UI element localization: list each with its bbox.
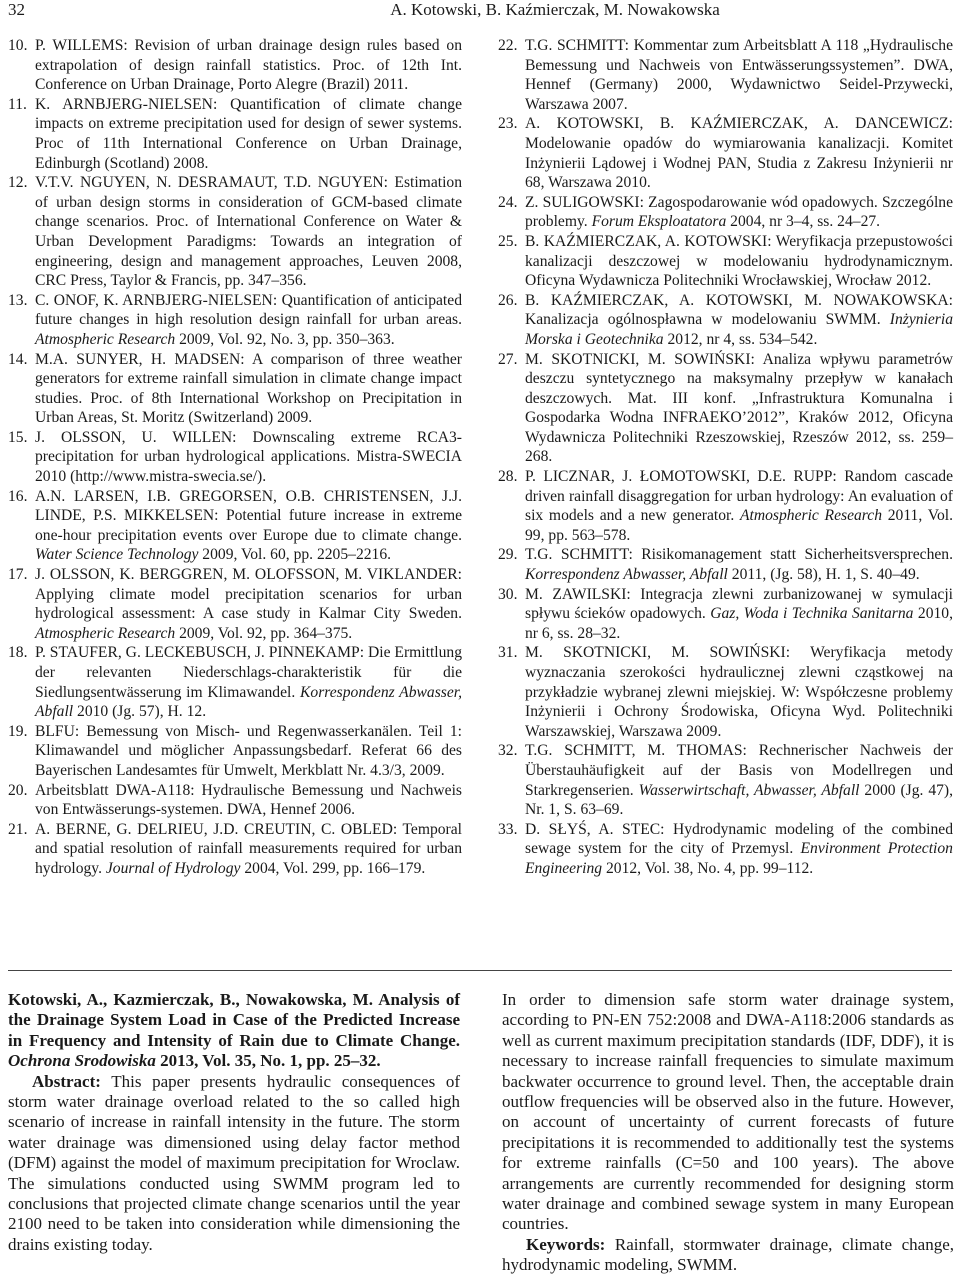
reference-text-part: M.A. SUNYER, H. MADSEN: A comparison of three weather generators for extreme rainfall simulation in climate change impact studies. Proc. of 8th International Workshop on Precipitation in Urban Areas, St. Moritz (Switzerland) 2009. (35, 350, 462, 427)
reference-text-part: V.T.V. NGUYEN, N. DESRAMAUT, T.D. NGUYEN: Estimation of urban design storms in consideration of GCM-based climate change scenarios. Proc. of International Conference on Water & Urban Development Paradigms: Towards an integration of engineering, design and management approaches, Leuven 2008, CRC Press, Taylor & Francis, pp. 347–356. (35, 174, 462, 290)
reference-number: 32. (498, 742, 518, 760)
reference-text-part: M. SKOTNICKI, M. SOWIŃSKI: Analiza wpływu parametrów deszczu syntetycznego na maksymalny przepływ w kanałach deszczowych. Mat. III konf. „Infrastruktura Komunalna i Gospodarka Wodna INFRAEKO’2012”, Kraków 2012, Oficyna Wydawnicza Politechniki Rzeszowskiej, Rzeszów 2012, ss. 259–268. (525, 350, 953, 466)
reference-text-part: P. STAUFER, G. LECKEBUSCH, J. PINNEKAMP: Die Ermittlung der relevanten Niederschlags-charakteristik für die Siedlungsentwässerung im Klimawandel. (35, 644, 462, 701)
reference-number: 28. (498, 468, 518, 486)
reference-text (525, 467, 953, 545)
reference-text (525, 350, 953, 468)
reference-text-part: 2011, Vol. 99, pp. 563–578. (525, 507, 953, 544)
reference-item (8, 820, 462, 879)
reference-item (8, 350, 462, 428)
reference-item (498, 232, 953, 291)
citation (8, 990, 460, 1072)
reference-text-part: M. SKOTNICKI, M. SOWIŃSKI: Weryfikacja metody wyznaczania szerokości hydraulicznej zlewni cząstkowej na przykładzie wybranej zlewni miejskiej. W: Współczesne problemy Inżynierii i Ochrony Środowiska, Oficyna Wyd. Politechniki Warszawskiej, Warszawa 2009. (525, 644, 953, 740)
citation-tail: 2013, Vol. 35, No. 1, pp. 25–32. (155, 1051, 381, 1071)
abstract-label: Abstract: (32, 1071, 101, 1091)
reference-text-part: 2010, nr 6, ss. 28–32. (525, 605, 953, 642)
reference-text-part: T.G. SCHMITT, M. THOMAS: Rechnerischer Nachweis der Überstauhäufigkeit auf der Basis von Modellregen und Starkregenserien. (525, 742, 953, 799)
abstract-text-left: This paper presents hydraulic consequences of storm water drainage overload related to the so called high scenario of increase in rainfall intensity in the future. The storm water drainage was dimensioned using delay factor method (DFM) against the model of maximum precipitation for Wroclaw. The simulations conducted using SWMM program led to conclusions that projected climate change scenarios until the year 2100 need to be taken into consideration while dimensioning the drains existing today. (8, 1071, 460, 1254)
reference-source-title: Korrespondenz Abwasser, Abfall (525, 566, 728, 584)
reference-text (525, 36, 953, 114)
reference-item (8, 643, 462, 721)
reference-number: 30. (498, 585, 518, 603)
reference-text-part: K. ARNBJERG-NIELSEN: Quantification of climate change impacts on extreme precipitation used for design of sewer systems. Proc of 11th International Conference on Urban Drainage, Edinburgh (Scotland) 2008. (35, 95, 462, 172)
reference-number: 24. (498, 193, 518, 211)
reference-text-part: A. KOTOWSKI, B. KAŹMIERCZAK, A. DANCEWICZ: Modelowanie opadów do wymiarowania kanalizacji. Komitet Inżynierii Lądowej i Wodnej PAN, Studia z Zakresu Inżynierii nr 68, Warszawa 2010. (525, 115, 953, 192)
reference-number: 15. (8, 428, 28, 446)
reference-item (498, 820, 953, 879)
reference-number: 20. (8, 781, 28, 799)
reference-text (525, 585, 953, 644)
reference-text (525, 741, 953, 819)
page-header (0, 0, 960, 30)
reference-item (498, 545, 953, 584)
reference-text-part: 2004, nr 3–4, ss. 24–27. (726, 213, 881, 231)
reference-source-title: Atmospheric Research (35, 330, 176, 348)
reference-number: 27. (498, 350, 518, 368)
reference-text-part: J. OLSSON, U. WILLEN: Downscaling extreme RCA3-precipitation for urban hydrological applications. Mistra-SWECIA 2010 (http://www.mistra-swecia.se/). (35, 428, 462, 486)
reference-item (8, 722, 462, 781)
reference-text-part: 2000 (Jg. 47), Nr. 1, S. 63–69. (525, 781, 954, 819)
reference-item (498, 643, 953, 741)
reference-text-part: J. OLSSON, K. BERGGREN, M. OLOFSSON, M. VIKLANDER: Applying climate model precipitation scenarios for urban hydrological assessment: A case study in Kalmar City Sweden. (35, 566, 462, 623)
reference-source-title: Gaz, Woda i Technika Sanitarna (710, 605, 914, 623)
reference-text-part: 2009, Vol. 92, No. 3, pp. 350–363. (175, 330, 395, 348)
reference-text-part: P. WILLEMS: Revision of urban drainage design rules based on extrapolation of design rainfall statistics. Proc. of 12th Int. Conference on Urban Drainage, Porto Alegre (Brazil) 2011. (35, 37, 462, 94)
reference-item (498, 741, 953, 819)
reference-number: 33. (498, 820, 518, 838)
reference-text-part: 2009, Vol. 92, pp. 364–375. (175, 624, 353, 642)
reference-text (35, 428, 462, 487)
reference-number: 29. (498, 546, 518, 564)
reference-text-part: M. ZAWILSKI: Integracja zlewni zurbanizowanej w symulacji spływu ścieków opadowych. (525, 585, 953, 623)
abstract-paragraph (8, 1072, 460, 1256)
reference-number: 19. (8, 722, 28, 740)
reference-item (498, 350, 953, 468)
reference-text-part: BLFU: Bemessung von Misch- und Regenwasserkanälen. Teil 1: Klimawandel und möglicher Anpassungsbedarf. Referat 66 des Bayerischen Landesamtes für Umwelt, Merkblatt Nr. 4.3/3, 2009. (35, 722, 462, 779)
reference-source-title: Inżynieria Morska i Geotechnika (525, 311, 953, 348)
running-header-authors: A. Kotowski, B. Kaźmierczak, M. Nowakowska (390, 0, 720, 19)
page-number: 32 (8, 0, 25, 19)
reference-text-part: B. KAŹMIERCZAK, A. KOTOWSKI, M. NOWAKOWSKA: Kanalizacja ogólnospławna w modelowaniu SWMM. (525, 291, 953, 329)
reference-number: 16. (8, 487, 28, 505)
reference-text-part: C. ONOF, K. ARNBJERG-NIELSEN: Quantification of anticipated future changes in high resolution design rainfall for urban areas. (35, 291, 462, 329)
reference-number: 18. (8, 644, 28, 662)
reference-text-part: 2011, (Jg. 58), H. 1, S. 40–49. (727, 566, 920, 584)
reference-text-part: Arbeitsblatt DWA-A118: Hydraulische Bemessung und Nachweis von Entwässerungs-systemen. DWA, Hennef 2006. (35, 781, 462, 819)
reference-source-title: Wasserwirtschaft, Abwasser, Abfall (638, 781, 860, 799)
reference-text (35, 643, 462, 721)
reference-text (525, 820, 953, 879)
reference-text-part: 2010 (Jg. 57), H. 12. (73, 703, 207, 721)
reference-number: 31. (498, 644, 518, 662)
reference-source-title: Journal of Hydrology (105, 859, 241, 877)
reference-source-title: Korrespondenz Abwasser, Abfall (35, 683, 462, 721)
reference-number: 10. (8, 37, 28, 54)
reference-item (8, 95, 462, 173)
reference-item (8, 428, 462, 487)
reference-text (525, 545, 953, 584)
reference-number: 14. (8, 350, 28, 368)
reference-text-part: B. KAŹMIERCZAK, A. KOTOWSKI: Weryfikacja przepustowości kanalizacji deszczowej w modelowaniu hydrodynamicznym. Oficyna Wydawnicza Politechniki Wrocławskiej, Wrocław 2012. (525, 232, 953, 290)
reference-item (8, 36, 462, 95)
reference-text-part: Z. SULIGOWSKI: Zagospodarowanie wód opadowych. Szczególne problemy. (525, 193, 953, 231)
reference-number: 17. (8, 566, 28, 584)
reference-text (35, 350, 462, 428)
section-divider (8, 970, 952, 971)
reference-text-part: 2004, Vol. 299, pp. 166–179. (240, 859, 426, 877)
reference-text (35, 487, 462, 565)
reference-item (498, 36, 953, 114)
reference-text-part: T.G. SCHMITT: Kommentar zum Arbeitsblatt A 118 „Hydraulische Bemessung und Nachweis von Entwässerungssystemen”. DWA, Hennef (Germany) 2000, Wydawnictwo Seidel-Przywecki, Warszawa 2007. (525, 37, 953, 113)
reference-item (498, 114, 953, 192)
reference-text-part: A.N. LARSEN, I.B. GREGORSEN, O.B. CHRISTENSEN, J.J. LINDE, P.S. MIKKELSEN: Potential future increase in extreme one-hour precipitation events over Europe due to climate change. (35, 487, 462, 544)
reference-number: 12. (8, 174, 28, 192)
citation-journal: Ochrona Srodowiska (8, 1051, 156, 1071)
reference-number: 23. (498, 115, 518, 133)
reference-source-title: Environment Protection Engineering (525, 840, 953, 877)
reference-text (35, 291, 462, 350)
reference-item (8, 781, 462, 820)
reference-text-part: A. BERNE, G. DELRIEU, J.D. CREUTIN, C. OBLED: Temporal and spatial resolution of rainfall measurements required for urban hydrology. (35, 820, 462, 877)
reference-number: 21. (8, 820, 28, 838)
keywords-label: Keywords: (526, 1234, 606, 1254)
reference-text-part: 2012, Vol. 38, No. 4, pp. 99–112. (602, 859, 814, 877)
reference-text (35, 173, 462, 291)
reference-source-title: Atmospheric Research (740, 507, 882, 525)
reference-text-part: 2012, nr 4, ss. 534–542. (663, 330, 818, 348)
abstract-right-column (502, 990, 954, 1276)
reference-text-part: 2009, Vol. 60, pp. 2205–2216. (198, 546, 392, 564)
reference-text-part: D. SŁYŚ, A. STEC: Hydrodynamic modeling of the combined sewage system for the city of Przemysl. (525, 820, 953, 858)
reference-item (8, 173, 462, 291)
reference-text-part: T.G. SCHMITT: Risikomanagement statt Sicherheitsversprechen. (525, 546, 953, 564)
references-right-column (498, 36, 953, 879)
reference-number: 13. (8, 291, 28, 309)
reference-source-title: Atmospheric Research (35, 624, 176, 642)
reference-text (525, 232, 953, 291)
reference-number: 25. (498, 232, 518, 250)
reference-item (8, 487, 462, 565)
keywords-text: Rainfall, stormwater drainage, climate change, hydrodynamic modeling, SWMM. (502, 1234, 954, 1275)
reference-text-part: P. LICZNAR, J. ŁOMOTOWSKI, D.E. RUPP: Random cascade driven rainfall disaggregation for urban hydrology: An evaluation of six models and a new generator. (525, 468, 953, 525)
reference-text (525, 193, 953, 232)
reference-text (525, 643, 953, 741)
reference-text (35, 95, 462, 173)
reference-text (35, 722, 462, 781)
reference-number: 26. (498, 291, 518, 309)
abstract-text-right: In order to dimension safe storm water drainage system, according to PN-EN 752:2008 and DWA-A118:2006 standards as well as current maximum precipitation standards (IDF, DDF), it is necessary to increase rainfall frequencies to simulate maximum backwater occurrence to ground level. Then, the acceptable drain outflow frequencies will be observed also in the future. However, on account of uncertainty of current forecasts of future precipitations it is recommended to additionally test the systems for extreme rainfalls (C=50 and 100 years). The above arrangements are currently recommended for designing storm water drainage and combined sewage system in many European countries. (502, 990, 954, 1234)
reference-item (498, 193, 953, 232)
citation-authors-title: Kotowski, A., Kazmierczak, B., Nowakowska, M. Analysis of the Drainage System Load in Case of the Predicted Increase in Frequency and Intensity of Rain due to Climate Change. (8, 990, 460, 1050)
reference-text (525, 114, 953, 192)
reference-item (8, 291, 462, 350)
reference-text (35, 820, 462, 879)
reference-item (498, 291, 953, 350)
keywords-paragraph (502, 1235, 954, 1276)
reference-number: 11. (8, 95, 27, 113)
reference-number: 22. (498, 37, 518, 54)
references-left-column (8, 36, 462, 879)
reference-text (35, 565, 462, 643)
abstract-left-column (8, 990, 460, 1255)
reference-text (35, 36, 462, 95)
reference-text (525, 291, 953, 350)
reference-text (35, 781, 462, 820)
reference-source-title: Water Science Technology (35, 546, 199, 564)
reference-item (8, 565, 462, 643)
reference-item (498, 467, 953, 545)
reference-source-title: Forum Eksploatatora (591, 213, 727, 231)
reference-item (498, 585, 953, 644)
